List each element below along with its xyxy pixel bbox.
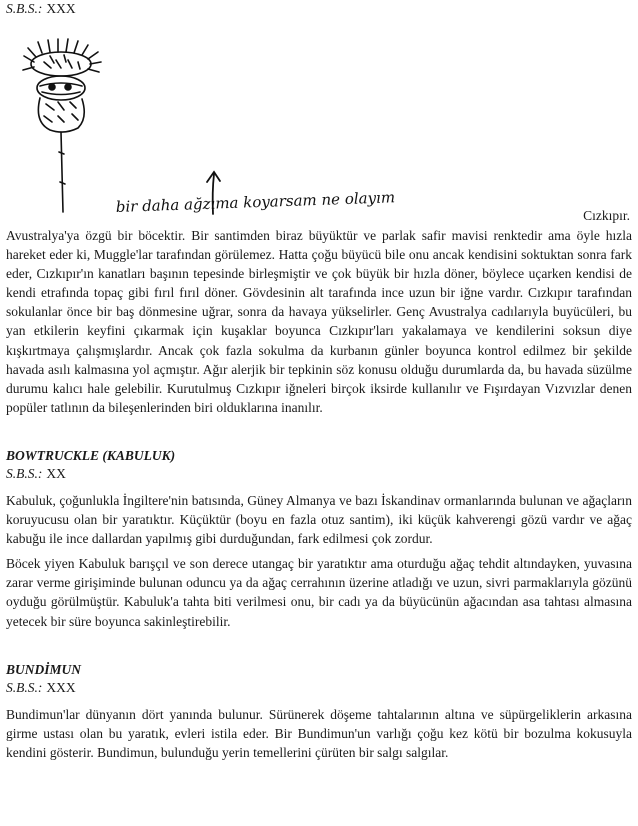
- bowtruckle-paragraph-1: Kabuluk, çoğunlukla İngiltere'nin batısında, Güney Almanya ve bazı İskandinav ormanlarında bulunan ve ağaçların koruyucusu olan bir yaratıktır. Küçüktür (boyu en fazla otuz santim), iki küçük kahverengi gözü vardır ve ağaç kabuğu ile ince dallardan yapılmış gibi durduğundan, fark edilmesi çok zordur.: [6, 492, 632, 547]
- billywig-sketch: [6, 22, 632, 222]
- first-word: Cızkıpır.: [583, 208, 630, 223]
- sbs-rating-2: [6, 465, 632, 483]
- page-content: [6, 0, 632, 762]
- section-gap: [6, 483, 632, 491]
- sbs-label: S.B.S.:: [6, 465, 43, 481]
- bowtruckle-paragraph-2: Böcek yiyen Kabuluk barışçıl ve son derece utangaç bir yaratıktır ama oturduğu ağaç tehdit altındayken, yuvasına zarar verme girişiminde bulunan oduncu ya da ağaç cerrahının üzerine atladığı ve uzun, sivri parmaklarıyla gözünü oyduğu görülmüştür. Kabuluk'a tahta biti verilmesi onu, bir cadı ya da büyücünün ağacından asa tahtası almasına yetecek bir süre boyunca sakinleştirebilir.: [6, 556, 632, 629]
- handwritten-note: bir daha ağzıma koyarsam ne olayım: [115, 188, 396, 216]
- section-heading-bundimun: BUNDİMUN: [6, 661, 82, 677]
- sbs-value: XXX: [46, 1, 76, 16]
- bundimun-paragraph-1: Bundimun'lar dünyanın dört yanında bulunur. Sürünerek döşeme tahtalarının altına ve süpürgeliklerin arkasına girme ustası olan bu yaratık, evleri istila eder. Bir Bundimun'un varlığı çoğu kez kötü bir bozulma kokusuyla kendini gösterir. Bundimun, bulunduğu yerin temellerini çürüten bir salgı salgılar.: [6, 706, 632, 760]
- sbs-label: S.B.S.:: [6, 679, 43, 695]
- sbs-value: XX: [46, 465, 66, 481]
- section-gap: [6, 417, 632, 447]
- section-gap: [6, 631, 632, 661]
- billywig-drawing: [6, 22, 632, 222]
- section-heading-bowtruckle: BOWTRUCKLE (KABULUK): [6, 447, 176, 463]
- sbs-value: XXX: [46, 679, 76, 695]
- sbs-rating-1: [6, 0, 632, 18]
- billywig-paragraph: Avustralya'ya özgü bir böcektir. Bir santimden biraz büyüktür ve parlak safir mavisi renktedir ama öyle hızla hareket eder ki, Muggle'lar tarafından görülemez. Hatta çoğu büyücü bile onu ancak kendisini soktuktan sonra fark eder, Cızkıpır'ın kanatları başının tepesinde birleşmiştir ve çok büyük bir hızla döner, böylece uçarken kendisi de kendi etrafında topaç gibi fırıl fırıl döner. Gövdesinin alt tarafında ince uzun bir iğne vardır. Cızkıpır tarafından sokulanlar önce bir baş dönmesine uğrar, sonra da havaya yükselirler. Genç Avustralya cadılarıyla buyücüleri, bu yan etkilerin keyfini çıkarmak için kuşaklar boyunca Cızkıpır'ları yakalamaya ve kendilerini soksun diye kışkırtmaya çalışmışlardır. Ancak çok fazla sokulma da kurbanın günler boyunca kontrol edilmez bir şekilde havada asılı kalmasına yol açmıştır. Ağır alerjik bir tepkinin söz konusu olduğu durumlarda da, bu havada süzülme durumu kalıcı hale gelebilir. Kurutulmuş Cızkıpır iğneleri birçok iksirde kullanılır ve Fışırdayan Vızvızlar denen popüler tatlının da bileşenlerinden biri olduklarına inanılır.: [6, 228, 632, 415]
- sbs-rating-3: [6, 679, 632, 697]
- section-gap: [6, 697, 632, 705]
- sbs-label: S.B.S.:: [6, 1, 43, 16]
